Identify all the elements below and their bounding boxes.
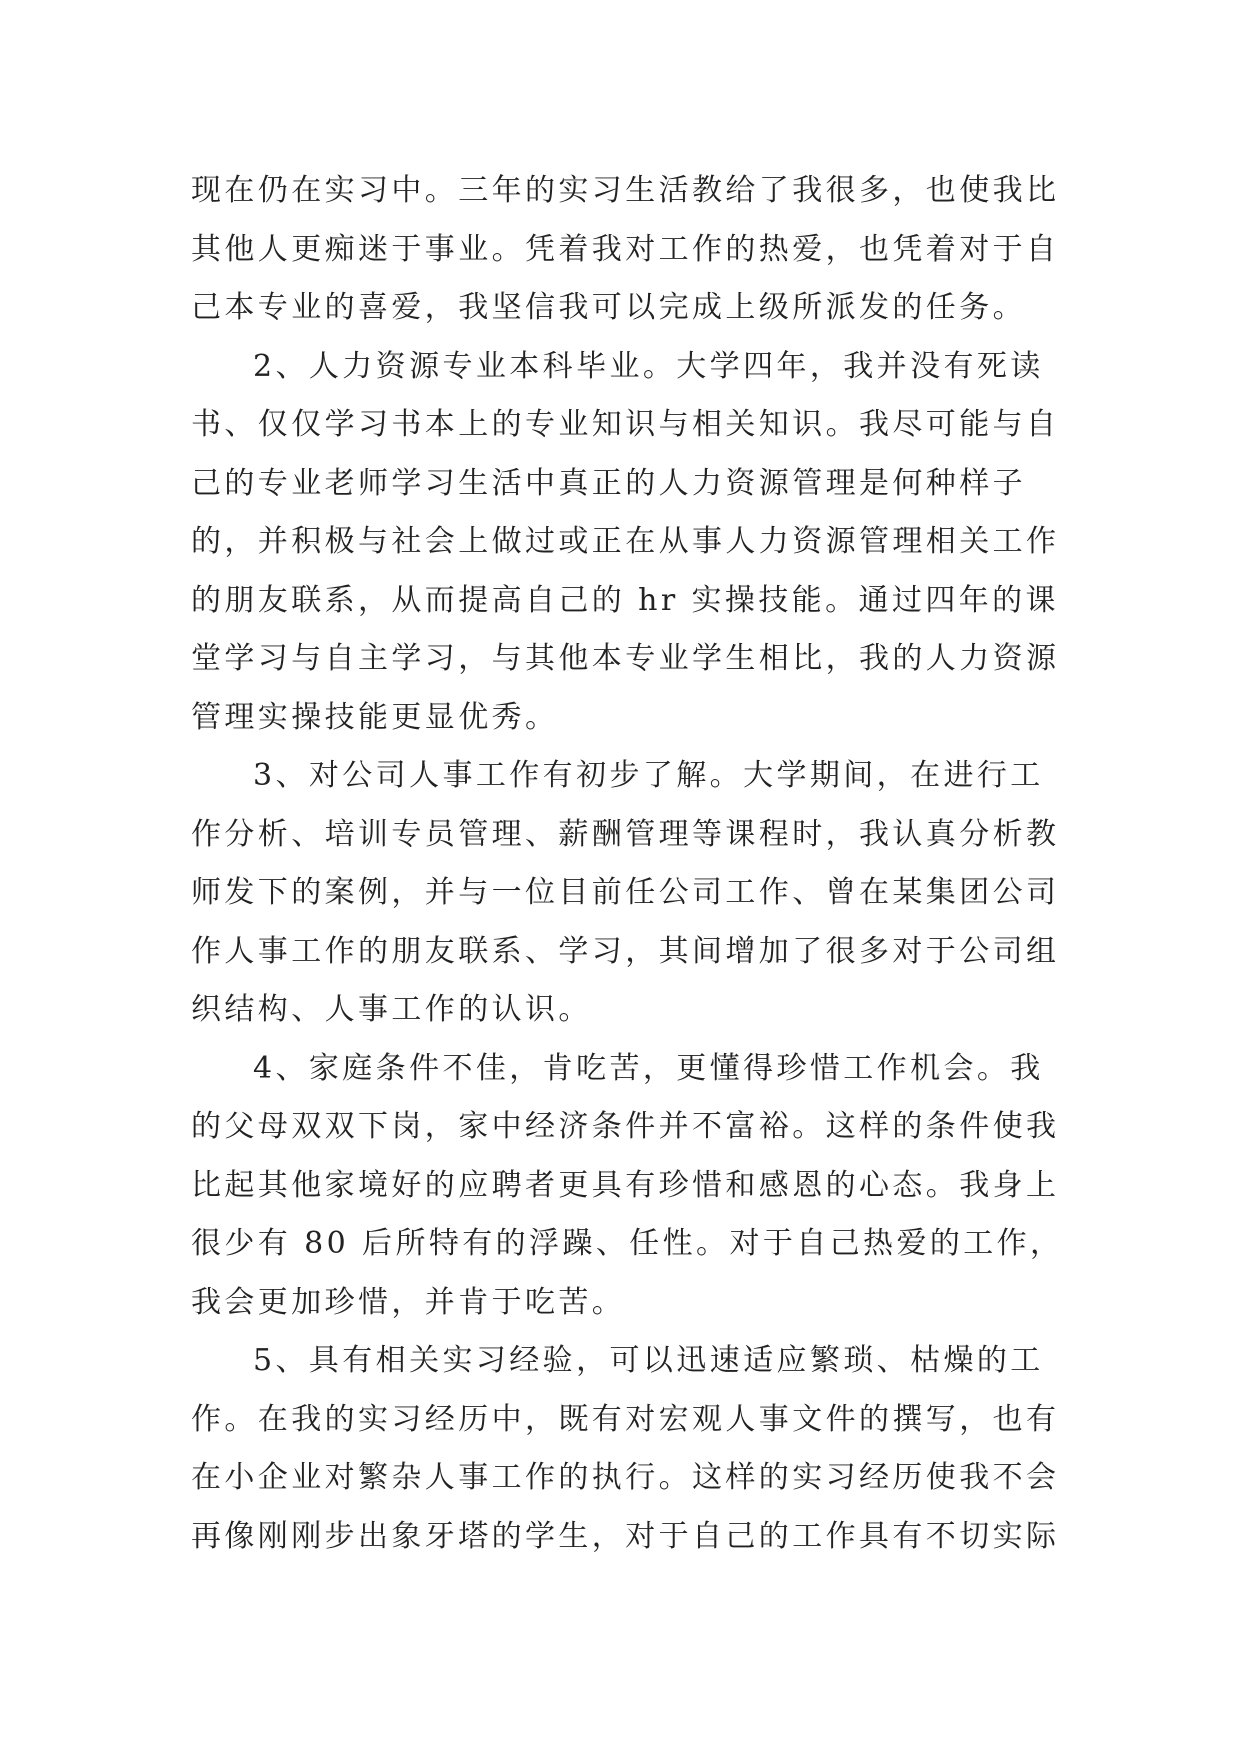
- paragraph-1: [191, 162, 1060, 338]
- text-line: 堂学习与自主学习，与其他本专业学生相比，我的人力资源: [191, 641, 1060, 676]
- text-line: 比起其他家境好的应聘者更具有珍惜和感恩的心态。我身上: [191, 1167, 1060, 1203]
- text-line: 4、家庭条件不佳，肯吃苦，更懂得珍惜工作机会。我: [253, 1050, 1044, 1086]
- paragraph-5: [191, 1332, 1060, 1566]
- text-line: 书、仅仅学习书本上的专业知识与相关知识。我尽可能与自: [191, 407, 1060, 442]
- text-line: 作。在我的实习经历中，既有对宏观人事文件的撰写，也有: [191, 1401, 1060, 1437]
- text-line: 师发下的案例，并与一位目前任公司工作、曾在某集团公司: [191, 875, 1060, 910]
- text-line: 己本专业的喜爱，我坚信我可以完成上级所派发的任务。: [191, 290, 1026, 325]
- text-line: 织结构、人事工作的认识。: [191, 992, 592, 1027]
- text-line: 2、人力资源专业本科毕业。大学四年，我并没有死读: [253, 348, 1044, 384]
- text-line: 的朋友联系，从而提高自己的 hr 实操技能。通过四年的课: [191, 582, 1059, 618]
- text-line: 再像刚刚步出象牙塔的学生，对于自己的工作具有不切实际: [191, 1518, 1060, 1554]
- paragraph-3: [191, 747, 1060, 1040]
- paragraph-2: [191, 338, 1060, 748]
- text-line: 的父母双双下岗，家中经济条件并不富裕。这样的条件使我: [191, 1109, 1060, 1144]
- text-line: 其他人更痴迷于事业。凭着我对工作的热爱，也凭着对于自: [191, 231, 1060, 267]
- text-line: 己的专业老师学习生活中真正的人力资源管理是何种样子: [191, 465, 1026, 501]
- paragraph-4: [191, 1040, 1064, 1333]
- text-line: 现在仍在实习中。三年的实习生活教给了我很多，也使我比: [191, 173, 1060, 208]
- text-line: 在小企业对繁杂人事工作的执行。这样的实习经历使我不会: [191, 1460, 1060, 1495]
- text-line: 很少有 80 后所特有的浮躁、任性。对于自己热爱的工作，: [191, 1226, 1064, 1261]
- document-body: [191, 162, 1064, 1566]
- text-line: 管理实操技能更显优秀。: [191, 699, 559, 735]
- text-line: 5、具有相关实习经验，可以迅速适应繁琐、枯燥的工: [253, 1343, 1044, 1378]
- text-line: 3、对公司人事工作有初步了解。大学期间，在进行工: [253, 758, 1044, 793]
- text-line: 作人事工作的朋友联系、学习，其间增加了很多对于公司组: [191, 933, 1060, 969]
- text-line: 我会更加珍惜，并肯于吃苦。: [191, 1284, 626, 1320]
- text-line: 的，并积极与社会上做过或正在从事人力资源管理相关工作: [191, 524, 1060, 559]
- text-line: 作分析、培训专员管理、薪酬管理等课程时，我认真分析教: [191, 816, 1060, 852]
